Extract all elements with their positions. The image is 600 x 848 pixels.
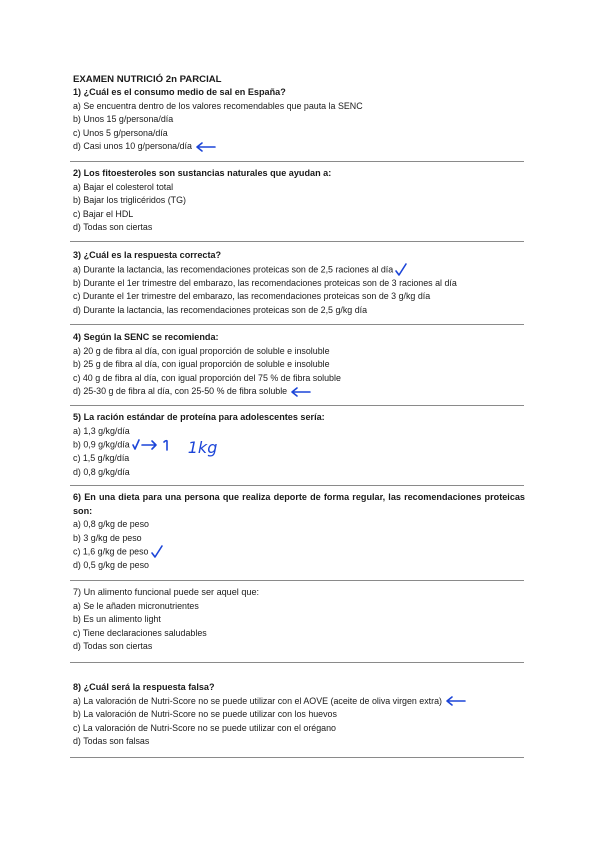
question-3-option-d: d) Durante la lactancia, las recomendaciones proteicas son de 2,5 g/kg día (73, 304, 368, 315)
question-4-option-b: b) 25 g de fibra al día, con igual proporción de soluble e insoluble (73, 359, 330, 370)
separator-5 (70, 485, 524, 486)
question-8-text: 8) ¿Cuál será la respuesta falsa? (73, 682, 215, 692)
question-1-option-b: b) Unos 15 g/persona/día (73, 114, 174, 125)
question-3-option-b: b) Durante el 1er trimestre del embarazo, las recomendaciones proteicas son de 3 raciones al día (73, 277, 457, 288)
question-7-option-c: c) Tiene declaraciones saludables (73, 627, 207, 638)
separator-2 (70, 241, 524, 242)
question-6-option-a: a) 0,8 g/kg de peso (73, 519, 149, 530)
question-4-option-c: c) 40 g de fibra al día, con igual proporción del 75 % de fibra soluble (73, 372, 341, 383)
question-8-option-d: d) Todas son falsas (73, 736, 150, 747)
question-8-option-c: c) La valoración de Nutri-Score no se puede utilizar con el orégano (73, 722, 336, 733)
question-5 (73, 411, 525, 479)
question-1 (73, 86, 525, 154)
separator-4 (70, 405, 524, 406)
question-3-option-a: a) Durante la lactancia, las recomendaciones proteicas son de 2,5 raciones al día (73, 263, 525, 277)
question-7-option-b: b) Es un alimento light (73, 614, 161, 625)
question-2-option-c: c) Bajar el HDL (73, 208, 134, 219)
question-3-option-c: c) Durante el 1er trimestre del embarazo, las recomendaciones proteicas son de 3 g/kg día (73, 291, 431, 302)
question-5-option-d: d) 0,8 g/kg/día (73, 466, 130, 477)
question-1-option-c: c) Unos 5 g/persona/día (73, 127, 168, 138)
question-2 (73, 167, 525, 235)
separator-1 (70, 161, 524, 162)
question-1-option-d: d) Casi unos 10 g/persona/día (73, 140, 525, 154)
question-7-text: 7) Un alimento funcional puede ser aquel que: (73, 587, 260, 597)
question-3-text: 3) ¿Cuál es la respuesta correcta? (73, 250, 222, 260)
question-1-text: 1) ¿Cuál es el consumo medio de sal en España? (73, 87, 286, 97)
question-4-option-d: d) 25-30 g de fibra al día, con 25-50 % de fibra soluble (73, 385, 525, 399)
question-2-option-d: d) Todas son ciertas (73, 222, 153, 233)
question-5-option-c: c) 1,5 g/kg/día (73, 453, 130, 464)
question-4-option-a: a) 20 g de fibra al día, con igual proporción de soluble e insoluble (73, 345, 330, 356)
question-8-option-b: b) La valoración de Nutri-Score no se puede utilizar con los huevos (73, 709, 337, 720)
question-6-text: 6) En una dieta para una persona que realiza deporte de forma regular, las recomendaciones proteicas son: (73, 492, 525, 516)
hand-arrow-icon (444, 696, 466, 706)
question-7-option-d: d) Todas son ciertas (73, 641, 153, 652)
separator-6 (70, 580, 524, 581)
question-6 (73, 491, 525, 573)
question-6-option-b: b) 3 g/kg de peso (73, 532, 142, 543)
question-8-option-a: a) La valoración de Nutri-Score no se puede utilizar con el AOVE (aceite de oliva virgen extra) (73, 695, 525, 709)
question-6-option-d: d) 0,5 g/kg de peso (73, 560, 149, 571)
question-2-option-a: a) Bajar el colesterol total (73, 181, 174, 192)
question-1-option-a: a) Se encuentra dentro de los valores recomendables que pauta la SENC (73, 100, 363, 111)
question-6-option-c: c) 1,6 g/kg de peso (73, 545, 525, 559)
handwritten-note: 1kg (187, 438, 218, 458)
question-7-option-a: a) Se le añaden micronutrientes (73, 600, 199, 611)
exam-title: EXAMEN NUTRICIÓ 2n PARCIAL (73, 74, 222, 85)
hand-arrow-icon (289, 387, 311, 397)
question-5-option-a: a) 1,3 g/kg/día (73, 425, 130, 436)
hand-checkmark-arrow-icon (132, 438, 176, 452)
hand-checkmark-icon (151, 545, 163, 559)
question-5-option-b: b) 0,9 g/kg/día 1kg (73, 438, 218, 458)
separator-8 (70, 757, 524, 758)
question-7 (73, 586, 525, 654)
separator-7 (70, 662, 524, 663)
question-8 (73, 681, 525, 749)
question-4 (73, 331, 525, 399)
hand-arrow-icon (194, 142, 216, 152)
separator-3 (70, 324, 524, 325)
question-2-option-b: b) Bajar los triglicéridos (TG) (73, 195, 186, 206)
question-2-text: 2) Los fitoesteroles son sustancias naturales que ayudan a: (73, 168, 332, 178)
question-4-text: 4) Según la SENC se recomienda: (73, 332, 219, 342)
hand-checkmark-icon (395, 263, 407, 277)
question-5-text: 5) La ración estándar de proteína para adolescentes sería: (73, 412, 325, 422)
question-3 (73, 249, 525, 317)
